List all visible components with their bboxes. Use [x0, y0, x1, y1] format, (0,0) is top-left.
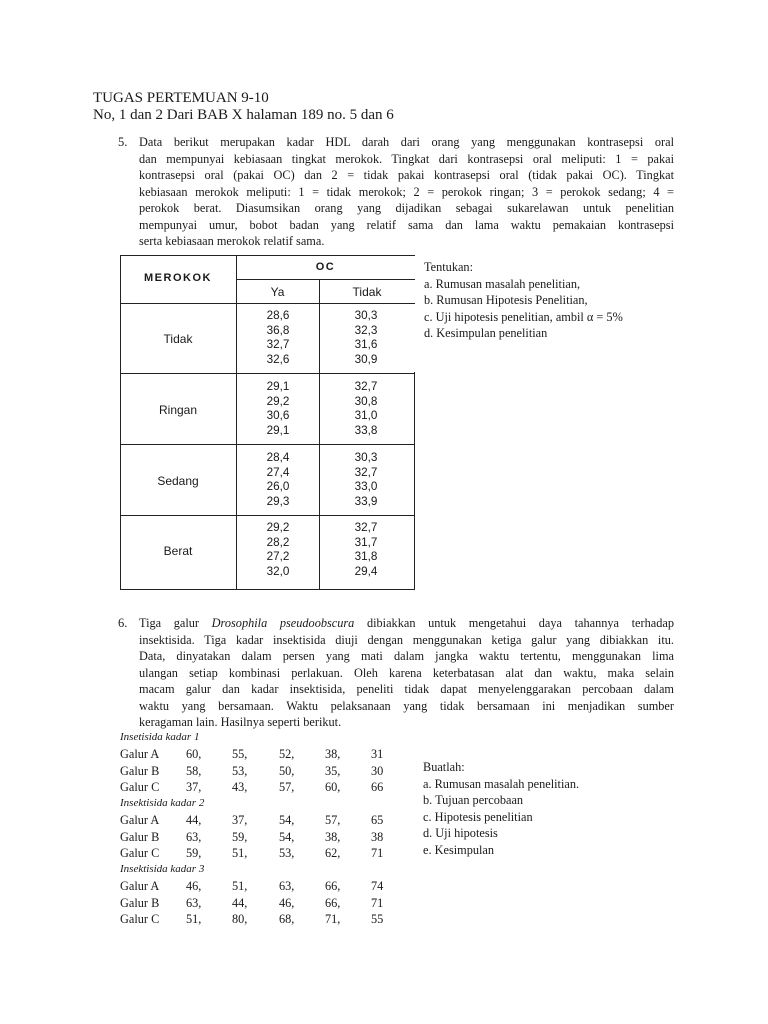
row-value: 43, — [232, 780, 248, 794]
question-5-tasks — [424, 259, 623, 342]
table-value: 27,2 — [266, 550, 290, 563]
task-item: a. Rumusan masalah penelitian. — [423, 776, 580, 791]
question-5-line: kontrasepsi oral (pakai OC) dan 2 = tidak pakai kontrasepsi oral (tidak pakai OC). Tingkat — [139, 168, 674, 182]
row-value: 54, — [279, 830, 295, 844]
table-value: 32,7 — [354, 380, 378, 393]
row-value: 51, — [232, 879, 248, 893]
hdl-data-table — [120, 255, 415, 590]
row-label: Galur C — [120, 846, 160, 860]
table-border — [120, 255, 121, 590]
question-5-text — [139, 134, 674, 250]
row-value: 57, — [279, 780, 295, 794]
table-divider — [236, 279, 415, 280]
row-value: 37, — [232, 813, 248, 827]
row-value: 66 — [371, 780, 384, 794]
task-item: b. Rumusan Hipotesis Penelitian, — [424, 293, 588, 307]
row-value: 74 — [371, 879, 384, 893]
row-value: 38, — [325, 747, 341, 761]
table-value: 33,8 — [354, 423, 378, 437]
table-value: 32,7 — [266, 338, 290, 351]
table-value: 32,0 — [266, 564, 290, 578]
task-item: a. Rumusan masalah penelitian, — [424, 276, 581, 291]
table-row-label: Sedang — [157, 474, 199, 488]
table-value: 29,4 — [354, 564, 378, 578]
row-value: 44, — [186, 813, 202, 827]
table-cell-ya — [238, 521, 318, 579]
row-value: 53, — [232, 764, 248, 778]
table-row-label: Berat — [163, 544, 193, 558]
task-item: d. Uji hipotesis — [423, 826, 498, 840]
table-col-header: OC — [315, 261, 336, 273]
question-6-line: ulangan setiap kombinasi perlakuan. Oleh karena keterbatasan alat dan waktu, maka selain — [139, 665, 674, 680]
row-value: 71, — [325, 912, 341, 926]
question-6-line-start: Tiga galur — [139, 616, 212, 630]
table-value: 32,7 — [354, 465, 378, 479]
table-value: 30,9 — [354, 352, 378, 366]
table-value: 30,3 — [354, 309, 378, 322]
row-value: 68, — [279, 912, 295, 926]
table-value: 29,1 — [266, 423, 290, 437]
row-value: 46, — [186, 879, 202, 893]
table-subheader-ya: Ya — [270, 285, 285, 299]
row-label: Galur C — [120, 912, 160, 926]
row-value: 63, — [186, 830, 202, 844]
table-border — [120, 255, 415, 256]
question-6-line: waktu yang bersamaan. Waktu pelaksanaan yang tidak bersamaan ini menjadikan sumber — [139, 698, 674, 713]
table-value: 28,6 — [266, 309, 290, 322]
row-value: 71 — [371, 846, 384, 860]
question-6-tasks — [423, 759, 579, 858]
table-value: 29,2 — [266, 521, 290, 534]
row-label: Galur A — [120, 879, 160, 893]
group-title: Insektisida kadar 2 — [120, 797, 205, 809]
table-divider — [319, 279, 320, 590]
table-cell-ya — [238, 451, 318, 509]
row-value: 59, — [232, 830, 248, 844]
table-value: 36,8 — [266, 323, 290, 337]
group-title: Insektisida kadar 3 — [120, 863, 205, 875]
table-value: 32,7 — [354, 521, 378, 534]
table-border — [120, 589, 415, 590]
question-5-line: serta kebiasaan merokok relatif sama. — [139, 234, 325, 248]
row-value: 44, — [232, 896, 248, 910]
row-value: 35, — [325, 764, 341, 778]
question-6-line: Data, dinyatakan dalam persen yang mati dalam jangka waktu tertentu, menggunakan lima — [139, 649, 674, 663]
table-value: 31,8 — [354, 550, 378, 563]
table-value: 33,0 — [354, 480, 378, 493]
question-5-line: perokok berat. Diasumsikan orang yang dijadikan sebagai sukarelawan untuk penelitian — [139, 201, 674, 215]
row-label: Galur A — [120, 747, 160, 761]
row-value: 58, — [186, 764, 202, 778]
table-divider — [120, 515, 415, 516]
page-title: TUGAS PERTEMUAN 9-10 — [93, 90, 269, 106]
table-cell-tidak — [326, 309, 406, 367]
table-value: 29,2 — [266, 394, 290, 408]
row-value: 71 — [371, 896, 384, 910]
row-label: Galur A — [120, 813, 160, 827]
tasks-title: Buatlah: — [423, 760, 465, 774]
table-value: 28,2 — [266, 535, 290, 549]
table-divider — [236, 255, 237, 590]
table-row-label: Ringan — [158, 403, 198, 417]
row-label: Galur B — [120, 764, 160, 778]
question-5-line: kebiasaan merokok meliputi: 1 = tidak merokok; 2 = perokok ringan; 3 = perokok sedang; 4 = — [139, 184, 674, 199]
row-value: 54, — [279, 813, 295, 827]
row-value: 53, — [279, 846, 295, 860]
table-value: 33,9 — [354, 494, 378, 508]
table-value: 30,6 — [266, 409, 290, 422]
question-5-line: Data berikut merupakan kadar HDL darah dari orang yang menggunakan kontrasepsi oral — [139, 135, 674, 149]
question-6-number: 6. — [118, 616, 128, 630]
row-value: 66, — [325, 879, 341, 893]
row-value: 46, — [279, 896, 295, 910]
row-value: 38, — [325, 830, 341, 844]
table-value: 32,6 — [266, 352, 290, 366]
row-value: 63, — [279, 879, 295, 893]
table-value: 31,7 — [354, 535, 378, 549]
question-5-line: mempunyai umur, bobot badan yang relatif sama dan lama waktu pemakaian kontrasepsi — [139, 217, 674, 232]
row-value: 38 — [371, 830, 384, 844]
row-value: 57, — [325, 813, 341, 827]
question-6-text — [139, 615, 674, 731]
row-value: 55 — [371, 912, 384, 926]
table-value: 29,3 — [266, 494, 290, 508]
table-cell-tidak — [326, 521, 406, 579]
row-value: 65 — [371, 813, 384, 827]
page-subtitle: No, 1 dan 2 Dari BAB X halaman 189 no. 5 dan 6 — [93, 107, 394, 123]
table-divider — [120, 373, 415, 374]
row-value: 66, — [325, 896, 341, 910]
row-value: 51, — [232, 846, 248, 860]
table-value: 26,0 — [266, 480, 290, 493]
question-6-line-end: dibiakkan untuk mengetahui daya tahannya terhadap — [354, 616, 674, 630]
table-value: 30,3 — [354, 451, 378, 464]
table-value: 28,4 — [266, 451, 290, 464]
task-item: d. Kesimpulan penelitian — [424, 326, 548, 340]
question-6-line: insektisida. Tiga kadar insektisida diuji dengan menggunakan ketiga galur yang dibiakkan itu. — [139, 632, 674, 647]
row-value: 51, — [186, 912, 202, 926]
task-item: e. Kesimpulan — [423, 842, 495, 857]
group-title: Insetisida kadar 1 — [120, 731, 200, 743]
question-5-number: 5. — [118, 135, 128, 149]
table-row-label: Tidak — [163, 332, 193, 346]
table-cell-tidak — [326, 380, 406, 438]
table-value: 29,1 — [266, 380, 290, 393]
row-value: 50, — [279, 764, 295, 778]
question-6-line — [139, 615, 674, 632]
row-label: Galur B — [120, 830, 160, 844]
row-value: 60, — [186, 747, 202, 761]
row-value: 62, — [325, 846, 341, 860]
row-value: 52, — [279, 747, 295, 761]
table-cell-tidak — [326, 451, 406, 509]
tasks-title: Tentukan: — [424, 260, 473, 274]
task-item: c. Uji hipotesis penelitian, ambil α = 5% — [424, 309, 623, 324]
row-value: 55, — [232, 747, 248, 761]
row-label: Galur B — [120, 896, 160, 910]
question-5-line: dan mempunyai kebiasaan tingkat merokok. Tingkat dari kontrasepsi oral meliputi: 1 = pakai — [139, 151, 674, 166]
row-value: 59, — [186, 846, 202, 860]
table-value: 31,6 — [354, 338, 378, 351]
table-cell-ya — [238, 309, 318, 367]
table-value: 31,0 — [354, 409, 378, 422]
table-value: 27,4 — [266, 465, 290, 479]
row-value: 37, — [186, 780, 202, 794]
table-subheader-tidak: Tidak — [352, 285, 382, 299]
row-label: Galur C — [120, 780, 160, 794]
row-value: 63, — [186, 896, 202, 910]
task-item: b. Tujuan percobaan — [423, 793, 524, 807]
table-row-header: MEROKOK — [144, 272, 212, 284]
species-name: Drosophila pseudoobscura — [211, 616, 355, 630]
row-value: 31 — [371, 747, 384, 761]
table-border — [414, 372, 415, 590]
question-6-line: keragaman lain. Hasilnya seperti berikut. — [139, 715, 342, 729]
task-item: c. Hipotesis penelitian — [423, 809, 533, 824]
row-value: 60, — [325, 780, 341, 794]
table-value: 30,8 — [354, 394, 378, 408]
row-value: 30 — [371, 764, 384, 778]
question-6-line: macam galur dan kadar insektisida, peneliti tidak dapat menyelenggarakan percobaan dalam — [139, 682, 674, 696]
row-value: 80, — [232, 912, 248, 926]
table-cell-ya — [238, 380, 318, 438]
table-value: 32,3 — [354, 323, 378, 337]
table-divider — [120, 444, 415, 445]
table-divider — [120, 303, 415, 304]
